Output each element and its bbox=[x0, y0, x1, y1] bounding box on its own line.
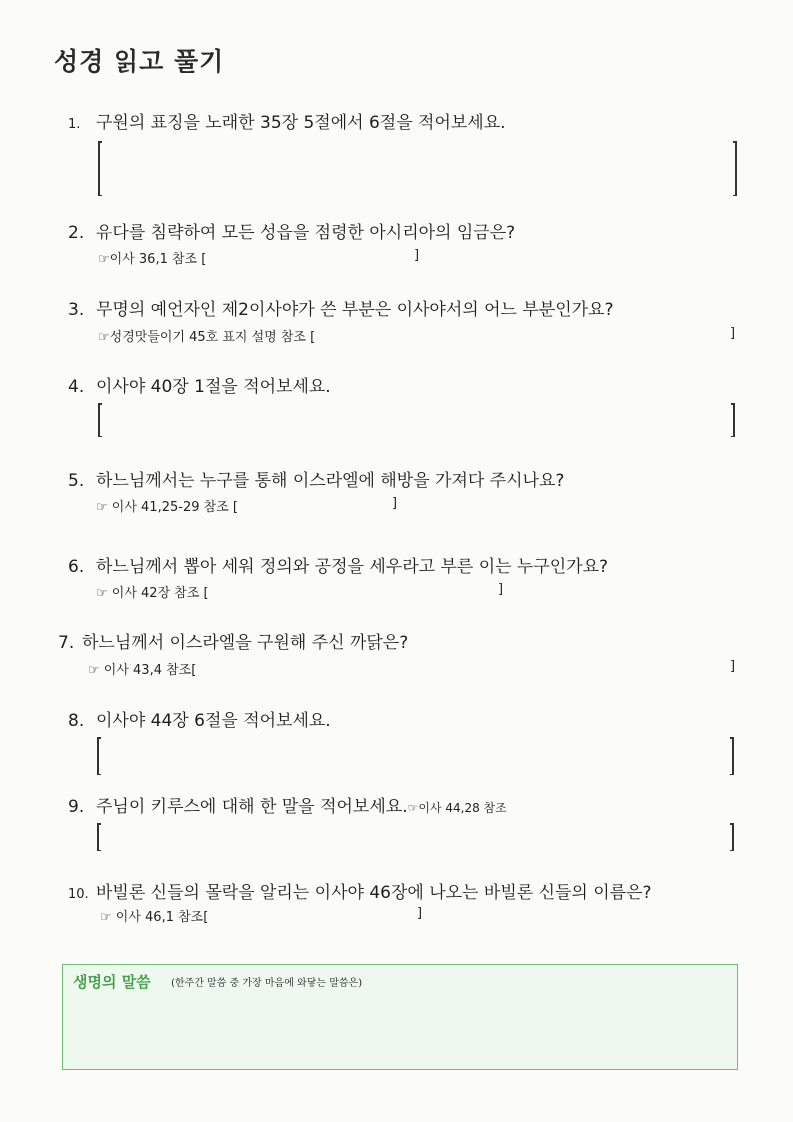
question-number: 3. bbox=[68, 300, 85, 320]
question-number: 1. bbox=[68, 117, 81, 132]
close-bracket: ] bbox=[414, 248, 420, 263]
question-number: 8. bbox=[68, 711, 85, 731]
question-number: 7. bbox=[58, 633, 75, 653]
question-text: 하느님께서 이스라엘을 구원해 주신 까닭은? bbox=[82, 633, 409, 653]
question-number: 6. bbox=[68, 557, 85, 577]
question-text: 이사야 44장 6절을 적어보세요. bbox=[96, 711, 331, 731]
life-word-box[interactable] bbox=[62, 964, 738, 1070]
close-bracket: ] bbox=[498, 582, 504, 597]
answer-box-9-left-bracket[interactable] bbox=[97, 823, 99, 851]
question-5 bbox=[68, 466, 564, 491]
question-2 bbox=[68, 218, 515, 243]
question-text: 바빌론 신들의 몰락을 알리는 이사야 46장에 나오는 바빌론 신들의 이름은? bbox=[96, 883, 652, 903]
question-7 bbox=[58, 628, 408, 653]
question-6 bbox=[68, 552, 608, 577]
answer-box-8-left-bracket[interactable] bbox=[97, 737, 99, 775]
question-text: 하느님께서 뽑아 세워 정의와 공정을 세우라고 부른 이는 누구인가요? bbox=[96, 557, 609, 577]
answer-box-1-left-bracket[interactable] bbox=[98, 141, 100, 196]
answer-box-8-right-bracket[interactable] bbox=[732, 737, 734, 775]
close-bracket: ] bbox=[730, 326, 736, 341]
question-10 bbox=[68, 878, 652, 903]
question-text: 구원의 표징을 노래한 35장 5절에서 6절을 적어보세요. bbox=[96, 113, 506, 133]
close-bracket: ] bbox=[392, 496, 398, 511]
reference-5: ☞ 이사 41,25-29 참조 [ bbox=[96, 500, 238, 515]
question-text: 하느님께서는 누구를 통해 이스라엘에 해방을 가져다 주시나요? bbox=[96, 471, 565, 491]
reference-2: ☞이사 36,1 참조 [ bbox=[98, 252, 207, 267]
page-title: 성경 읽고 풀기 bbox=[54, 47, 225, 76]
question-number: 2. bbox=[68, 223, 85, 243]
question-9 bbox=[68, 792, 507, 817]
answer-box-9-right-bracket[interactable] bbox=[732, 823, 734, 851]
question-text: 주님이 키루스에 대해 한 말을 적어보세요. bbox=[96, 797, 408, 817]
close-bracket: ] bbox=[730, 659, 736, 674]
question-text: 무명의 예언자인 제2이사야가 쓴 부분은 이사야서의 어느 부분인가요? bbox=[96, 300, 614, 320]
reference-6: ☞ 이사 42장 참조 [ bbox=[96, 586, 209, 601]
answer-box-1-right-bracket[interactable] bbox=[735, 141, 737, 196]
life-word-title: 생명의 말씀 bbox=[73, 973, 151, 991]
question-4 bbox=[68, 372, 331, 397]
question-number: 10. bbox=[68, 887, 89, 902]
question-text: 유다를 침략하여 모든 성읍을 점령한 아시리아의 임금은? bbox=[96, 223, 516, 243]
close-bracket: ] bbox=[417, 906, 423, 921]
answer-box-4-left-bracket[interactable] bbox=[98, 403, 100, 437]
life-word-subtitle: (한주간 말씀 중 가장 마음에 와닿는 말씀은) bbox=[171, 978, 363, 989]
reference-3: ☞성경맛들이기 45호 표지 설명 참조 [ bbox=[98, 330, 316, 345]
question-3 bbox=[68, 295, 613, 320]
question-8 bbox=[68, 706, 331, 731]
reference-10: ☞ 이사 46,1 참조[ bbox=[100, 910, 209, 925]
question-number: 9. bbox=[68, 797, 85, 817]
question-number: 4. bbox=[68, 377, 85, 397]
reference-7: ☞ 이사 43,4 참조[ bbox=[88, 663, 197, 678]
question-text: 이사야 40장 1절을 적어보세요. bbox=[96, 377, 331, 397]
reference-9: ☞이사 44,28 참조 bbox=[407, 801, 507, 815]
answer-box-4-right-bracket[interactable] bbox=[733, 403, 735, 437]
question-number: 5. bbox=[68, 471, 85, 491]
question-1 bbox=[68, 108, 506, 133]
